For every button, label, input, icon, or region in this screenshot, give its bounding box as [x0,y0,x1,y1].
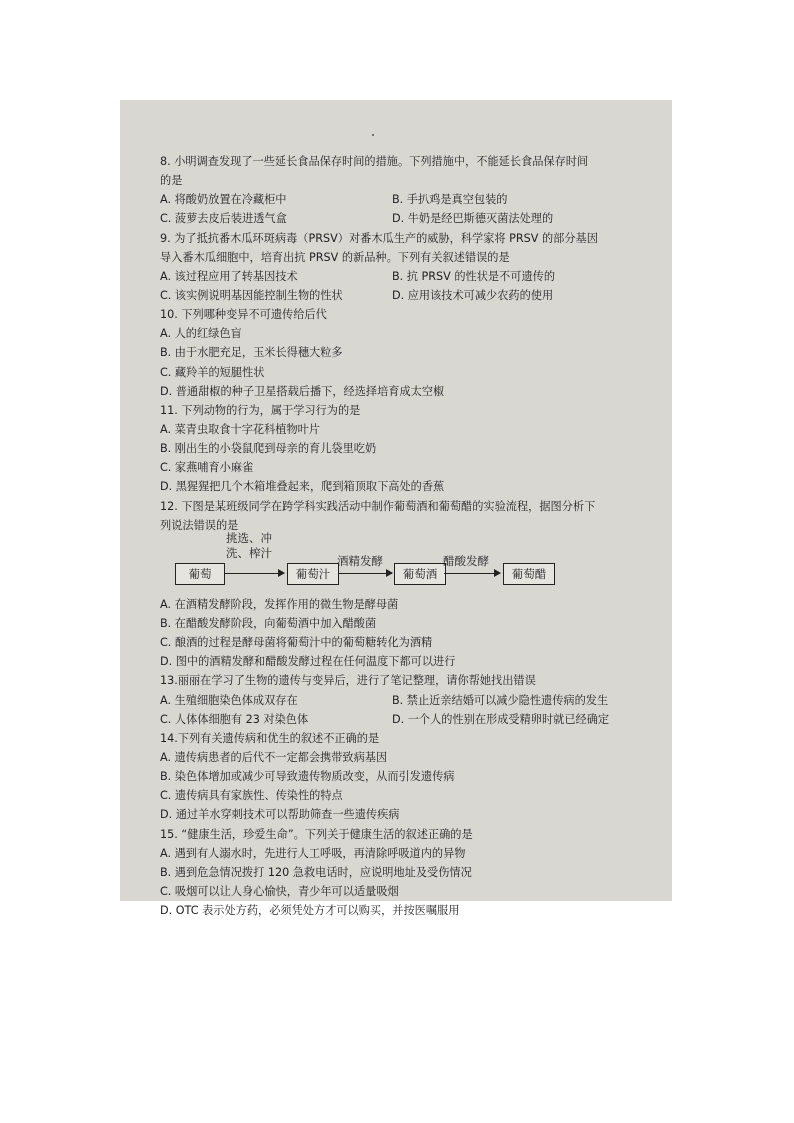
speck [372,134,374,136]
q11-option-d: D. 黑猩猩把几个木箱堆叠起来，爬到箱顶取下高处的香蕉 [160,480,445,494]
q12-stem: 12. 下图是某班级同学在跨学科实践活动中制作葡萄酒和葡萄醋的实验流程，据图分析下 [160,499,596,513]
flow-label-wash-1: 挑选、冲 [226,530,272,545]
q11-option-c: C. 家燕哺育小麻雀 [160,461,254,475]
q10-option-b: B. 由于水肥充足，玉米长得穗大粒多 [160,346,343,360]
q14-option-b: B. 染色体增加或减少可导致遗传物质改变，从而引发遗传病 [160,770,455,784]
q13-stem: 13.丽丽在学习了生物的遗传与变异后，进行了笔记整理，请你帮她找出错误 [160,674,536,688]
flow-label-acetic: 醋酸发酵 [443,553,489,568]
q9-option-c: C. 该实例说明基因能控制生物的性状 [160,288,343,302]
flow-arrow-2 [338,573,392,574]
flow-box-grape: 葡萄 [175,563,225,585]
q8-stem-cont: 的是 [160,174,183,188]
flow-label-alcohol: 酒精发酵 [337,553,383,568]
q9-option-a: A. 该过程应用了转基因技术 [160,269,298,283]
q10-option-c: C. 藏羚羊的短腿性状 [160,365,265,379]
q8-option-c: C. 菠萝去皮后装进透气盒 [160,212,287,226]
q14-option-d: D. 通过羊水穿刺技术可以帮助筛查一些遗传疾病 [160,808,400,822]
q13-option-a: A. 生殖细胞染色体成双存在 [160,693,298,707]
q8-options-row2 [160,209,665,228]
q15-stem: 15. “健康生活，珍爱生命”。下列关于健康生活的叙述正确的是 [160,827,473,841]
q9-stem-cont: 导入番木瓜细胞中，培育出抗 PRSV 的新品种。下列有关叙述错误的是 [160,250,510,264]
q13-options-row1 [160,691,665,710]
q13-options-row2 [160,710,665,729]
q15-option-d: D. OTC 表示处方药，必须凭处方才可以购买，并按医嘱服用 [160,904,460,918]
q9-stem: 9. 为了抵抗番木瓜环斑病毒（PRSV）对番木瓜生产的威胁，科学家将 PRSV 的部分基因 [160,231,598,245]
q10-option-a: A. 人的红绿色盲 [160,327,242,341]
q8-options-row1 [160,190,665,209]
q14-option-a: A. 遗传病患者的后代不一定都会携带致病基因 [160,750,388,764]
q11-option-a: A. 菜青虫取食十字花科植物叶片 [160,422,321,436]
q12-option-a: A. 在酒精发酵阶段，发挥作用的微生物是酵母菌 [160,597,399,611]
q13-option-c: C. 人体体细胞有 23 对染色体 [160,712,309,726]
flow-label-wash-2: 洗、榨汁 [226,545,272,560]
q8-option-b: B. 手扒鸡是真空包装的 [392,193,508,207]
q10-option-d: D. 普通甜椒的种子卫星搭载后播下，经选择培育成太空椒 [160,384,445,398]
q8-option-d: D. 牛奶是经巴斯德灭菌法处理的 [392,212,554,226]
exam-photo [120,100,672,918]
q15-option-c: C. 吸烟可以让人身心愉快，青少年可以适量吸烟 [160,884,399,898]
flow-box-vinegar: 葡萄醋 [503,563,555,585]
q9-options-row1 [160,267,665,286]
exam-page [160,152,665,920]
q12-option-b: B. 在醋酸发酵阶段，向葡萄酒中加入醋酸菌 [160,616,377,630]
q13-option-d: D. 一个人的性别在形成受精卵时就已经确定 [392,712,610,726]
q14-stem: 14.下列有关遗传病和优生的叙述不正确的是 [160,731,380,745]
q9-options-row2 [160,286,665,305]
flow-box-wine: 葡萄酒 [394,563,446,585]
q15-option-a: A. 遇到有人溺水时，先进行人工呼吸，再清除呼吸道内的异物 [160,846,466,860]
q11-option-b: B. 刚出生的小袋鼠爬到母亲的育儿袋里吃奶 [160,442,377,456]
q9-option-d: D. 应用该技术可减少农药的使用 [392,288,554,302]
flow-diagram [160,530,665,595]
q10-stem: 10. 下列哪种变异不可遗传给后代 [160,308,327,322]
q12-stem-cont: 列说法错误的是 [160,518,239,532]
q9-option-b: B. 抗 PRSV 的性状是不可遗传的 [392,269,556,283]
q11-stem: 11. 下列动物的行为，属于学习行为的是 [160,403,361,417]
flow-box-juice: 葡萄汁 [287,563,339,585]
q8-option-a: A. 将酸奶放置在冷藏柜中 [160,193,287,207]
q15-option-b: B. 遇到危急情况拨打 120 急救电话时，应说明地址及受伤情况 [160,865,472,879]
q12-option-d: D. 图中的酒精发酵和醋酸发酵过程在任何温度下都可以进行 [160,655,456,669]
flow-arrow-3 [444,573,500,574]
q14-option-c: C. 遗传病具有家族性、传染性的特点 [160,789,343,803]
q12-option-c: C. 酿酒的过程是酵母菌将葡萄汁中的葡萄糖转化为酒精 [160,636,433,650]
q8-stem: 8. 小明调查发现了一些延长食品保存时间的措施。下列措施中，不能延长食品保存时间 [160,155,589,168]
q13-option-b: B. 禁止近亲结婚可以减少隐性遗传病的发生 [392,693,609,707]
flow-arrow-1 [224,573,284,574]
